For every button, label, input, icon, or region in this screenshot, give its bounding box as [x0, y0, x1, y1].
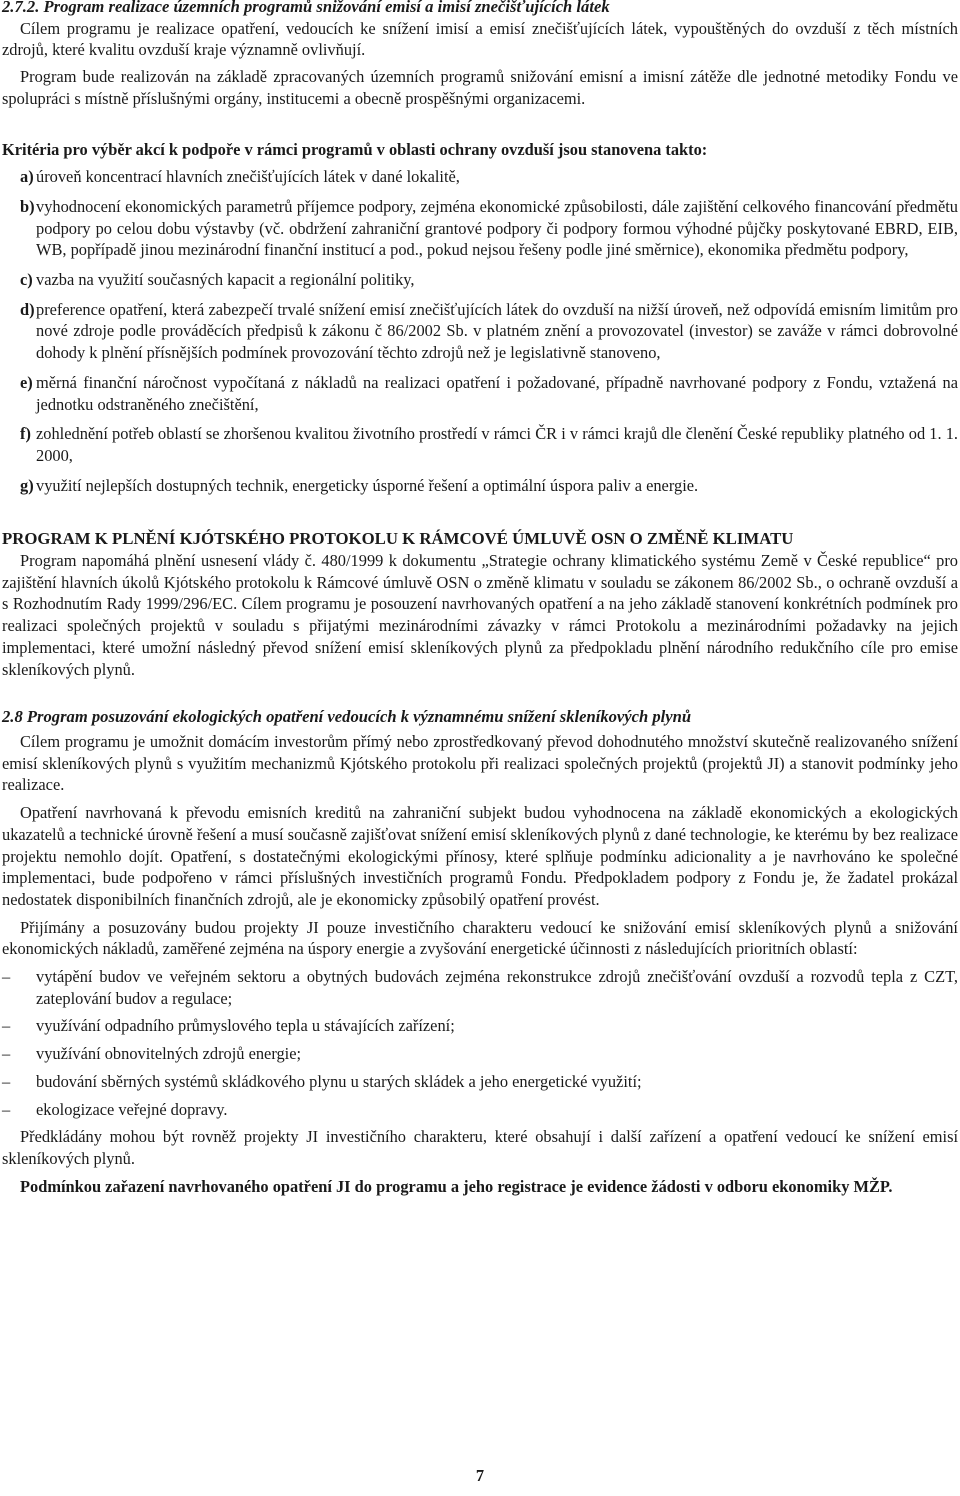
list-item: [2, 966, 958, 1009]
criteria-item-label: d): [20, 299, 35, 319]
paragraph: Přijímány a posuzovány budou projekty JI pouze investičního charakteru vedoucí ke snižování emisí skleníkových plynů a snižování ekonomických nákladů, zaměřené zejména na úspory energie a zvyšování energetické účinnosti z následujících prioritních oblastí:: [2, 917, 958, 959]
list-item: [2, 1099, 958, 1121]
dash-bullet: –: [2, 1044, 11, 1064]
paragraph: Program napomáhá plnění usnesení vlády č. 480/1999 k dokumentu „Strategie ochrany klimatického systému Země v České republice“ pro zajištění hlavních úkolů Kjótského protokolu k Rámcové úmluvě OSN o změně klimatu v souladu se zákonem 86/2002 Sb., o ochraně ovzduší a s Rozhodnutím Rady 1999/296/EC. Cílem programu je posouzení navrhovaných opatření a na jeho základě stanovení konkrétních podmínek pro realizaci společných projektů v souladu s přijatými mezinárodními závazky v rámci Protokolu a mezinárodními požadavky na jejich implementaci, které umožní následný převod snížení emisí skleníkových plynů za předpokladu plnění národního redukčního cíle pro emise skleníkových plynů.: [2, 551, 958, 679]
criteria-item: [2, 269, 958, 291]
criteria-item-label: e): [20, 372, 33, 392]
list-item: [2, 1043, 958, 1065]
criteria-item: [2, 372, 958, 415]
criteria-item-label: f): [20, 424, 31, 444]
list-item: [2, 1071, 958, 1093]
dash-bullet: –: [2, 1099, 11, 1119]
criteria-item: [2, 475, 958, 497]
criteria-item: [2, 423, 958, 466]
paragraph: Cílem programu je realizace opatření, vedoucích ke snížení imisí a emisí znečišťujících látek, vypouštěných do ovzduší z těch místních zdrojů, které kvalitu ovzduší kraje významně ovlivňují.: [2, 18, 958, 60]
priority-areas-list: [2, 966, 958, 1120]
list-item-text: ekologizace veřejné dopravy.: [36, 1099, 228, 1119]
list-item-text: využívání obnovitelných zdrojů energie;: [36, 1044, 302, 1064]
page-content: [2, 0, 958, 1197]
paragraph: Program bude realizován na základě zpracovaných územních programů snižování emisní a imisní zátěže dle jednotné metodiky Fondu ve spolupráci s místně příslušnými orgány, institucemi a obecně prospěšnými organizacemi.: [2, 67, 958, 108]
dash-bullet: –: [2, 1071, 11, 1091]
criteria-item: [2, 196, 958, 261]
dash-bullet: –: [2, 967, 11, 987]
section-heading-2-7-2: 2.7.2. Program realizace územních programů snižování emisí a imisí znečišťujících látek: [2, 0, 610, 16]
criteria-item-text: úroveň koncentrací hlavních znečišťujících látek v dané lokalitě,: [36, 167, 460, 187]
criteria-heading: Kritéria pro výběr akcí k podpoře v rámci programů v oblasti ochrany ovzduší jsou stanovena takto:: [2, 139, 708, 159]
criteria-item-text: vazba na využití současných kapacit a regionální politiky,: [36, 270, 415, 290]
criteria-item-label: c): [20, 270, 33, 290]
criteria-item: [2, 299, 958, 364]
criteria-item: [2, 166, 958, 188]
criteria-item-text: měrná finanční náročnost vypočítaná z nákladů na realizaci opatření i požadované, případně navrhované podpory z Fondu, vztažená na jednotku odstraněného znečištění,: [36, 372, 958, 414]
criteria-item-text: využití nejlepších dostupných technik, energeticky úsporné řešení a optimální úspora paliv a energie.: [36, 475, 699, 495]
page-number: 7: [475, 1466, 485, 1485]
criteria-item-label: g): [20, 475, 34, 495]
paragraph: Cílem programu je umožnit domácím investorům přímý nebo zprostředkovaný převod dohodnutého množství skutečně realizovaného snížení emisí skleníkových plynů s využitím mechanizmů Kjótského protokolu při realizaci společných projektů (projektů JI) a stanovit podmínky jeho realizace.: [2, 731, 958, 795]
dash-bullet: –: [2, 1016, 11, 1036]
registration-condition: Podmínkou zařazení navrhovaného opatření JI do programu a jeho registrace je evidence žádosti v odboru ekonomiky MŽP.: [20, 1176, 893, 1196]
section-heading-2-8: 2.8 Program posuzování ekologických opatření vedoucích k významnému snížení skleníkových plynů: [2, 707, 692, 727]
criteria-item-text: preference opatření, která zabezpečí trvalé snížení emisí znečišťujících látek do ovzduší na nižší úroveň, než odpovídá emisním limitům pro nové zdroje podle prováděcích předpisů k zákonu č 86/2002 Sb. v platném znění a provozovatel (investor) se zaváže v rámci dobrovolné dohody k plnění přísnějších podmínek provozování těchto zdrojů než je legislativně stanoveno,: [36, 299, 958, 363]
kyoto-program-heading: PROGRAM K PLNĚNÍ KJÓTSKÉHO PROTOKOLU K RÁMCOVÉ ÚMLUVĚ OSN O ZMĚNĚ KLIMATU: [2, 529, 794, 549]
list-item-text: budování sběrných systémů skládkového plynu u starých skládek a jeho energetické využití;: [36, 1071, 642, 1091]
criteria-item-text: zohlednění potřeb oblastí se zhoršenou kvalitou životního prostředí v rámci ČR i v rámci krajů dle členění České republiky platného od 1. 1. 2000,: [36, 424, 958, 465]
list-item-text: využívání odpadního průmyslového tepla u stávajících zařízení;: [36, 1016, 455, 1036]
criteria-item-label: b): [20, 196, 35, 216]
criteria-item-label: a): [20, 167, 34, 187]
list-item-text: vytápění budov ve veřejném sektoru a obytných budovách zejména rekonstrukce zdrojů znečišťování ovzduší a rozvodů tepla z CZT, zateplování budov a regulace;: [36, 967, 958, 1008]
list-item: [2, 1015, 958, 1037]
paragraph: Opatření navrhovaná k převodu emisních kreditů na zahraniční subjekt budou vyhodnocena na základě ekonomických a ekologických ukazatelů a technické úrovně řešení a musí současně zajišťovat snížení emisí skleníkových plynů z dané technologie, ke kterému by bez realizace projektu nemohlo dojít. Opatření, s dostatečnými ekologickými přínosy, které splňuje podmínku adicionality a je navrhováno ke společné implementaci, bude podpořeno v rámci příslušných investičních programů Fondu. Předpokladem podpory z Fondu je, že žadatel prokázal nedostatek disponibilních finančních zdrojů, ale je ekonomicky způsobilý opatření provést.: [2, 803, 958, 909]
criteria-item-text: vyhodnocení ekonomických parametrů příjemce podpory, zejména ekonomické způsobilosti, dále zajištění celkového financování předmětu podpory po celou dobu výstavby (vč. obdržení zahraniční grantové podpory či podpory formou výhodné půjčky poskytované EBRD, EIB, WB, popřípadě jinou mezinárodní finanční institucí a pod., pokud nejsou řešeny podle jiné směrnice), ekonomika předmětu podpory,: [36, 196, 958, 260]
criteria-list: [2, 166, 958, 496]
paragraph: Předkládány mohou být rovněž projekty JI investičního charakteru, které obsahují i další zařízení a opatření vedoucí ke snížení emisí skleníkových plynů.: [2, 1127, 958, 1168]
